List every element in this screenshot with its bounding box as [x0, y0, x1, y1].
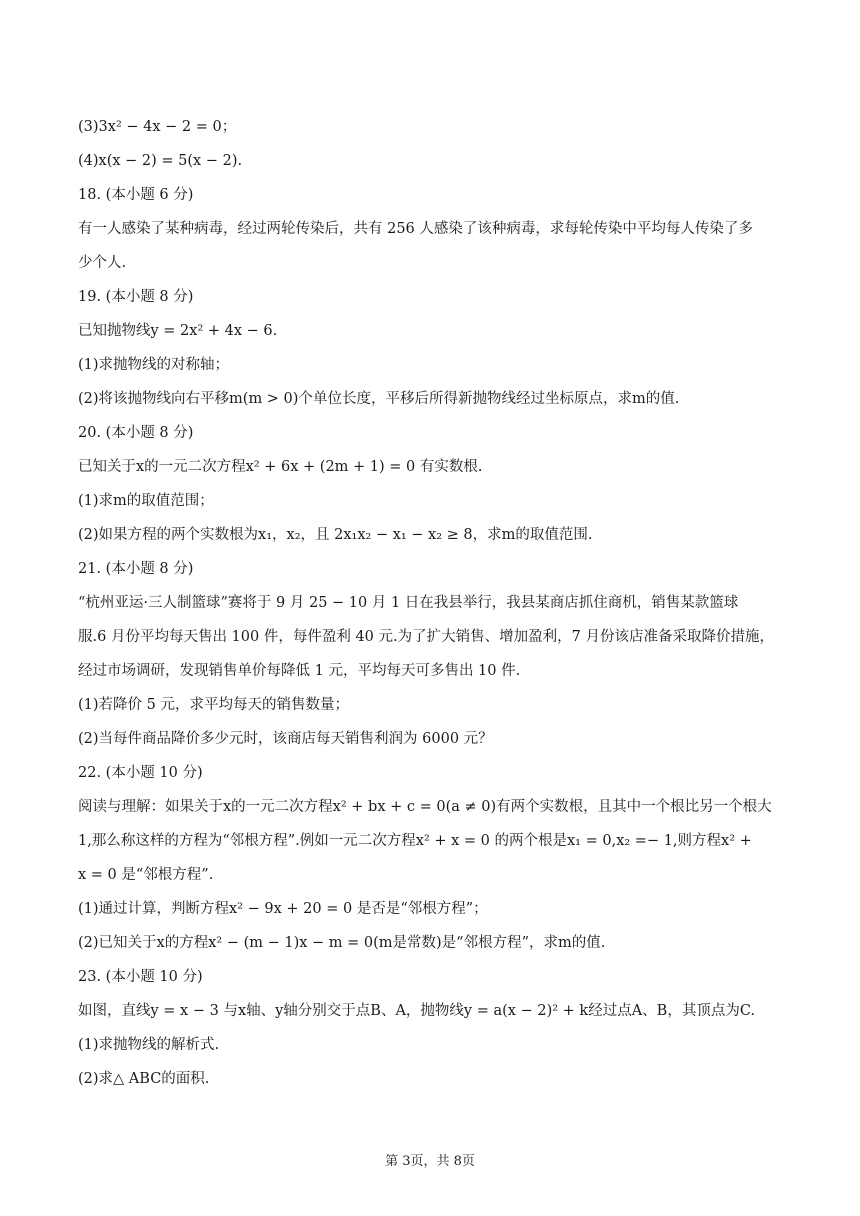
problem-17-part-4: (4)x(x − 2) = 5(x − 2). — [78, 153, 243, 169]
problem-23-heading: 23. (本小题 10 分) — [78, 969, 203, 985]
page-footer: 第 3页，共 8页 — [385, 1154, 475, 1169]
problem-21-text-line-2: 服.6 月份平均每天售出 100 件，每件盈利 40 元.为了扩大销售、增加盈利，7 月份该店准备采取降价措施， — [78, 629, 774, 645]
problem-22-text-line-3: x = 0 是“邻根方程”. — [78, 867, 214, 883]
problem-20-part-2: (2)如果方程的两个实数根为x₁，x₂，且 2x₁x₂ − x₁ − x₂ ≥ 8，求m的取值范围. — [78, 527, 593, 543]
problem-21-part-2: (2)当每件商品降价多少元时，该商店每天销售利润为 6000 元？ — [78, 731, 493, 747]
problem-20-stem: 已知关于x的一元二次方程x² + 6x + (2m + 1) = 0 有实数根. — [78, 459, 483, 475]
problem-19-part-2: (2)将该抛物线向右平移m(m > 0)个单位长度，平移后所得新抛物线经过坐标原点，求m的值. — [78, 391, 680, 407]
problem-19-heading: 19. (本小题 8 分) — [78, 289, 194, 305]
problem-22-part-1: (1)通过计算，判断方程x² − 9x + 20 = 0 是否是“邻根方程”； — [78, 901, 488, 917]
problem-22-heading: 22. (本小题 10 分) — [78, 765, 203, 781]
problem-23-stem: 如图，直线y = x − 3 与x轴、y轴分别交于点B、A，抛物线y = a(x − 2)² + k经过点A、B，其顶点为C. — [78, 1003, 756, 1019]
problem-22-part-2: (2)已知关于x的方程x² − (m − 1)x − m = 0(m是常数)是“邻根方程”，求m的值. — [78, 935, 606, 951]
problem-19-part-1: (1)求抛物线的对称轴； — [78, 357, 230, 373]
problem-22-text-line-1: 阅读与理解：如果关于x的一元二次方程x² + bx + c = 0(a ≠ 0)有两个实数根，且其中一个根比另一个根大 — [78, 799, 772, 815]
problem-20-heading: 20. (本小题 8 分) — [78, 425, 194, 441]
problem-18-text-line-2: 少个人. — [78, 255, 127, 271]
problem-21-text-line-3: 经过市场调研，发现销售单价每降低 1 元，平均每天可多售出 10 件. — [78, 663, 521, 679]
problem-23-part-2: (2)求△ ABC的面积. — [78, 1071, 210, 1087]
problem-21-text-line-1: “杭州亚运·三人制篮球”赛将于 9 月 25 − 10 月 1 日在我县举行，我县某商店抓住商机，销售某款篮球 — [78, 595, 739, 611]
problem-20-part-1: (1)求m的取值范围； — [78, 493, 214, 509]
page-content — [78, 110, 788, 1096]
problem-21-heading: 21. (本小题 8 分) — [78, 561, 194, 577]
problem-19-stem: 已知抛物线y = 2x² + 4x − 6. — [78, 323, 278, 339]
problem-23-part-1: (1)求抛物线的解析式. — [78, 1037, 220, 1053]
problem-18-text-line-1: 有一人感染了某种病毒，经过两轮传染后，共有 256 人感染了该种病毒，求每轮传染中平均每人传染了多 — [78, 221, 753, 237]
problem-21-part-1: (1)若降价 5 元，求平均每天的销售数量； — [78, 697, 349, 713]
problem-18-heading: 18. (本小题 6 分) — [78, 187, 194, 203]
problem-17-part-3: (3)3x² − 4x − 2 = 0； — [78, 119, 237, 135]
problem-22-text-line-2: 1,那么称这样的方程为“邻根方程”.例如一元二次方程x² + x = 0 的两个根是x₁ = 0,x₂ =− 1,则方程x² + — [78, 833, 752, 849]
